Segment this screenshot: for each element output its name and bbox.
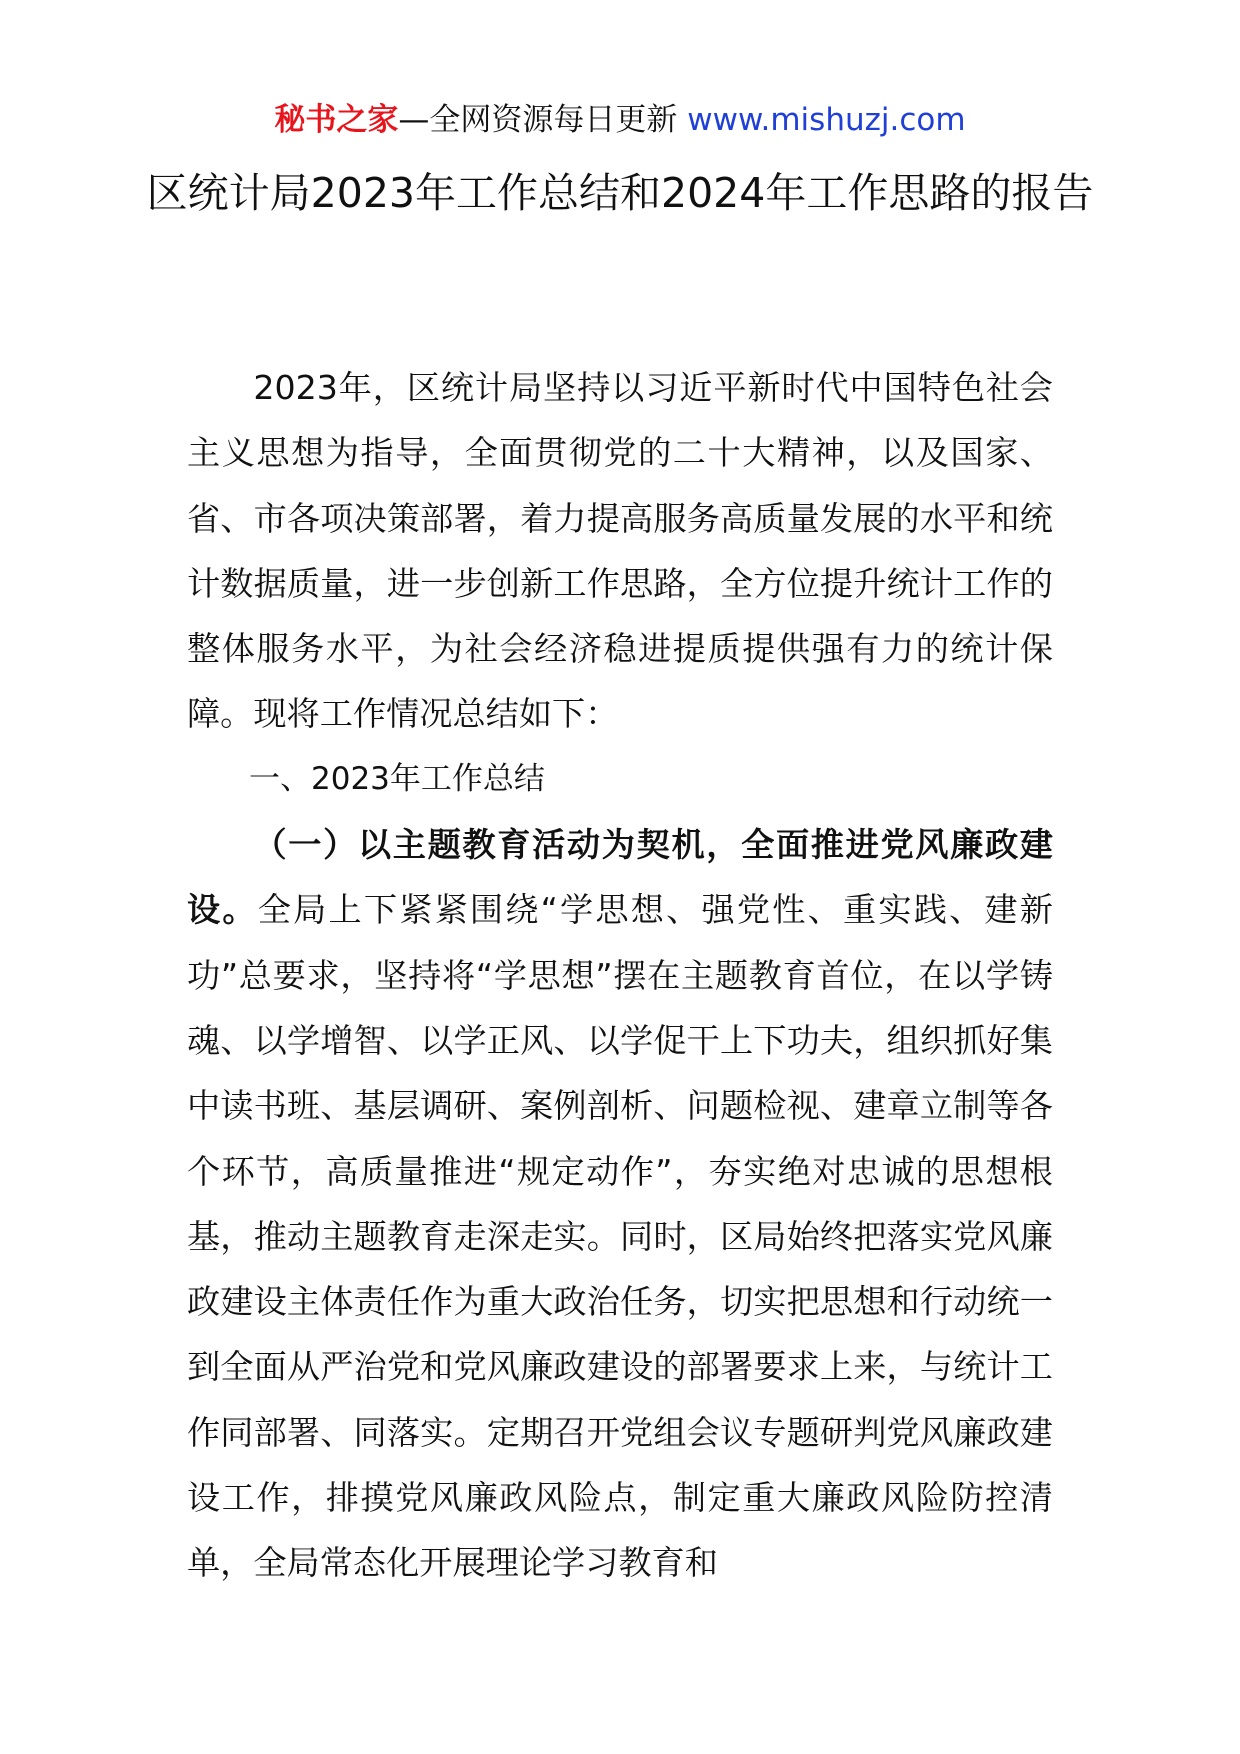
subsection-text: 全局上下紧紧围绕“学思想、强党性、重实践、建新功”总要求，坚持将“学思想”摆在主题教育首位，在以学铸魂、以学增智、以学正风、以学促干上下功夫，组织抓好集中读书班、基层调研、案例剖析、问题检视、建章立制等各个环节，高质量推进“规定动作”，夯实绝对忠诚的思想根基，推动主题教育走深走实。同时，区局始终把落实党风廉政建设主体责任作为重大政治任务，切实把思想和行动统一到全面从严治党和党风廉政建设的部署要求上来，与统计工作同部署、同落实。定期召开党组会议专题研判党风廉政建设工作，排摸党风廉政风险点，制定重大廉政风险防控清单，全局常态化开展理论学习教育和 <box>187 890 1053 1583</box>
intro-paragraph: 2023年，区统计局坚持以习近平新时代中国特色社会主义思想为指导，全面贯彻党的二十大精神，以及国家、省、市各项决策部署，着力提高服务高质量发展的水平和统计数据质量，进一步创新工作思路，全方位提升统计工作的整体服务水平，为社会经济稳进提质提供强有力的统计保障。现将工作情况总结如下： <box>187 368 1053 734</box>
site-banner <box>0 100 1240 140</box>
site-url: www.mishuzj.com <box>687 102 966 138</box>
subsection-paragraph <box>187 812 1053 1596</box>
section-heading: 一、2023年工作总结 <box>249 760 545 797</box>
document-body <box>187 355 1053 1596</box>
subsection-heading: （一）以主题教育活动为契机，全面推进党风廉政建设。 <box>187 825 1053 930</box>
banner-slogan: —全网资源每日更新 <box>398 102 678 138</box>
brand-name: 秘书之家 <box>274 102 399 138</box>
document-title: 区统计局2023年工作总结和2024年工作思路的报告 <box>146 169 1094 217</box>
